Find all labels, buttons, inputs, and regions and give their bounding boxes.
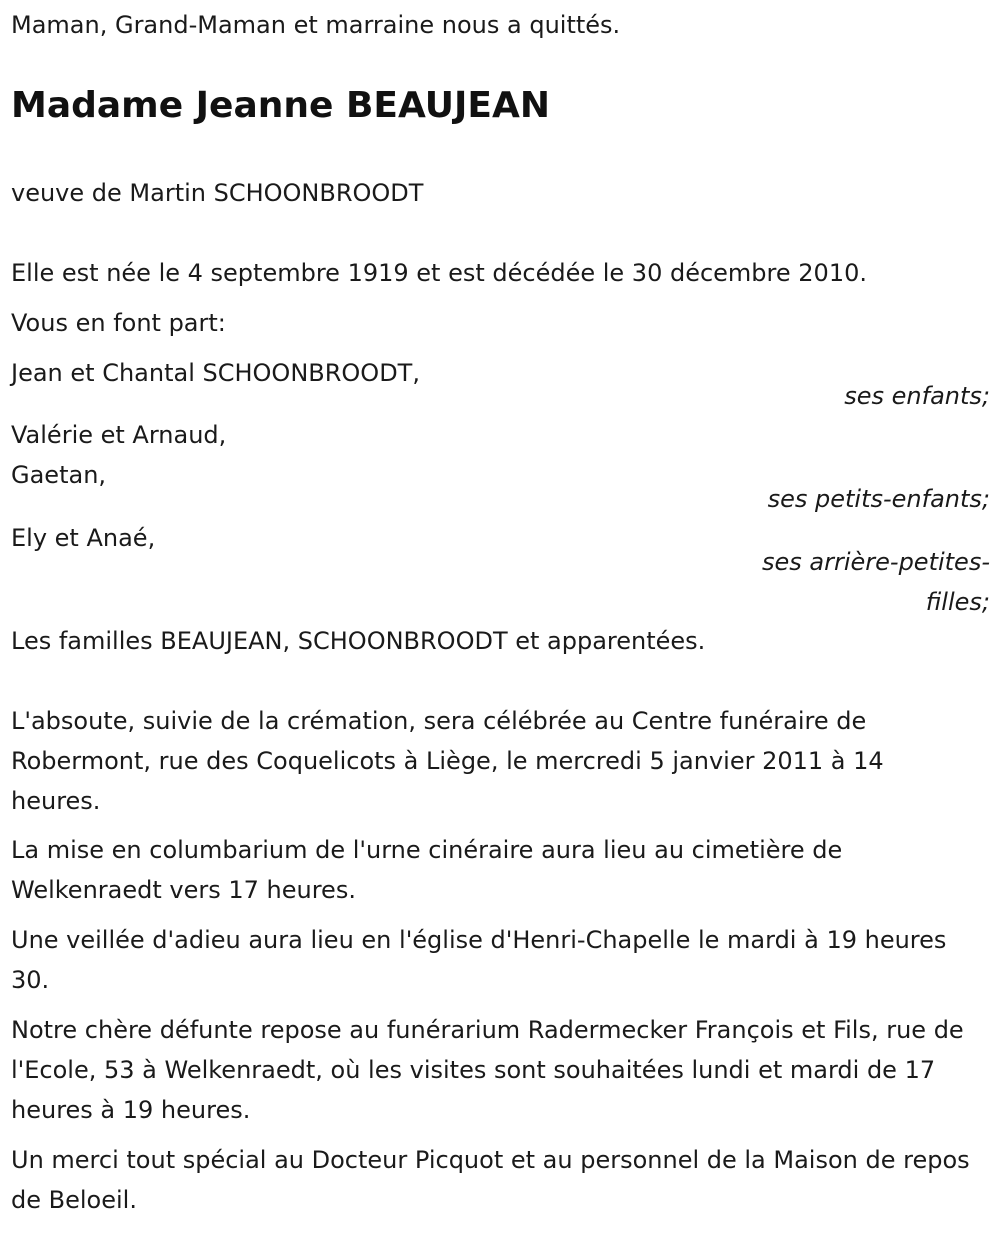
widow-of-text: veuve de Martin SCHOONBROODT xyxy=(11,179,424,207)
grandchildren-names-1: Valérie et Arnaud, xyxy=(11,421,227,449)
great-grandchildren-names: Ely et Anaé, xyxy=(11,524,156,552)
columbarium-paragraph: La mise en columbarium de l'urne cinéraire aura lieu au cimetière de Welkenraedt vers 17 heures. xyxy=(11,836,843,904)
grandchildren-names-2: Gaetan, xyxy=(11,461,107,489)
deceased-name: Madame Jeanne BEAUJEAN xyxy=(11,85,550,126)
great-grandchildren-label-1: ses arrière-petites- xyxy=(762,548,990,576)
intro-text: Maman, Grand-Maman et marraine nous a quittés. xyxy=(11,11,621,39)
children-label: ses enfants; xyxy=(844,382,990,410)
thanks-paragraph: Un merci tout spécial au Docteur Picquot et au personnel de la Maison de repos de Beloeil. xyxy=(11,1146,970,1214)
dates-text: Elle est née le 4 septembre 1919 et est décédée le 30 décembre 2010. xyxy=(11,259,867,287)
vigil-paragraph: Une veillée d'adieu aura lieu en l'église d'Henri-Chapelle le mardi à 19 heures 30. xyxy=(11,926,947,994)
funeral-home-paragraph: Notre chère défunte repose au funérarium Radermecker François et Fils, rue de l'Ecole, 53 à Welkenraedt, où les visites sont souhaitées lundi et mardi de 17 heures à 19 heures. xyxy=(11,1016,964,1124)
children-names: Jean et Chantal SCHOONBROODT, xyxy=(11,359,420,387)
ceremony-paragraph: L'absoute, suivie de la crémation, sera célébrée au Centre funéraire de Robermont, rue des Coquelicots à Liège, le mercredi 5 janvier 2011 à 14 heures. xyxy=(11,707,884,815)
families-text: Les familles BEAUJEAN, SCHOONBROODT et apparentées. xyxy=(11,627,706,655)
announce-text: Vous en font part: xyxy=(11,309,226,337)
great-grandchildren-label-2: filles; xyxy=(925,588,990,616)
grandchildren-label: ses petits-enfants; xyxy=(767,485,990,513)
